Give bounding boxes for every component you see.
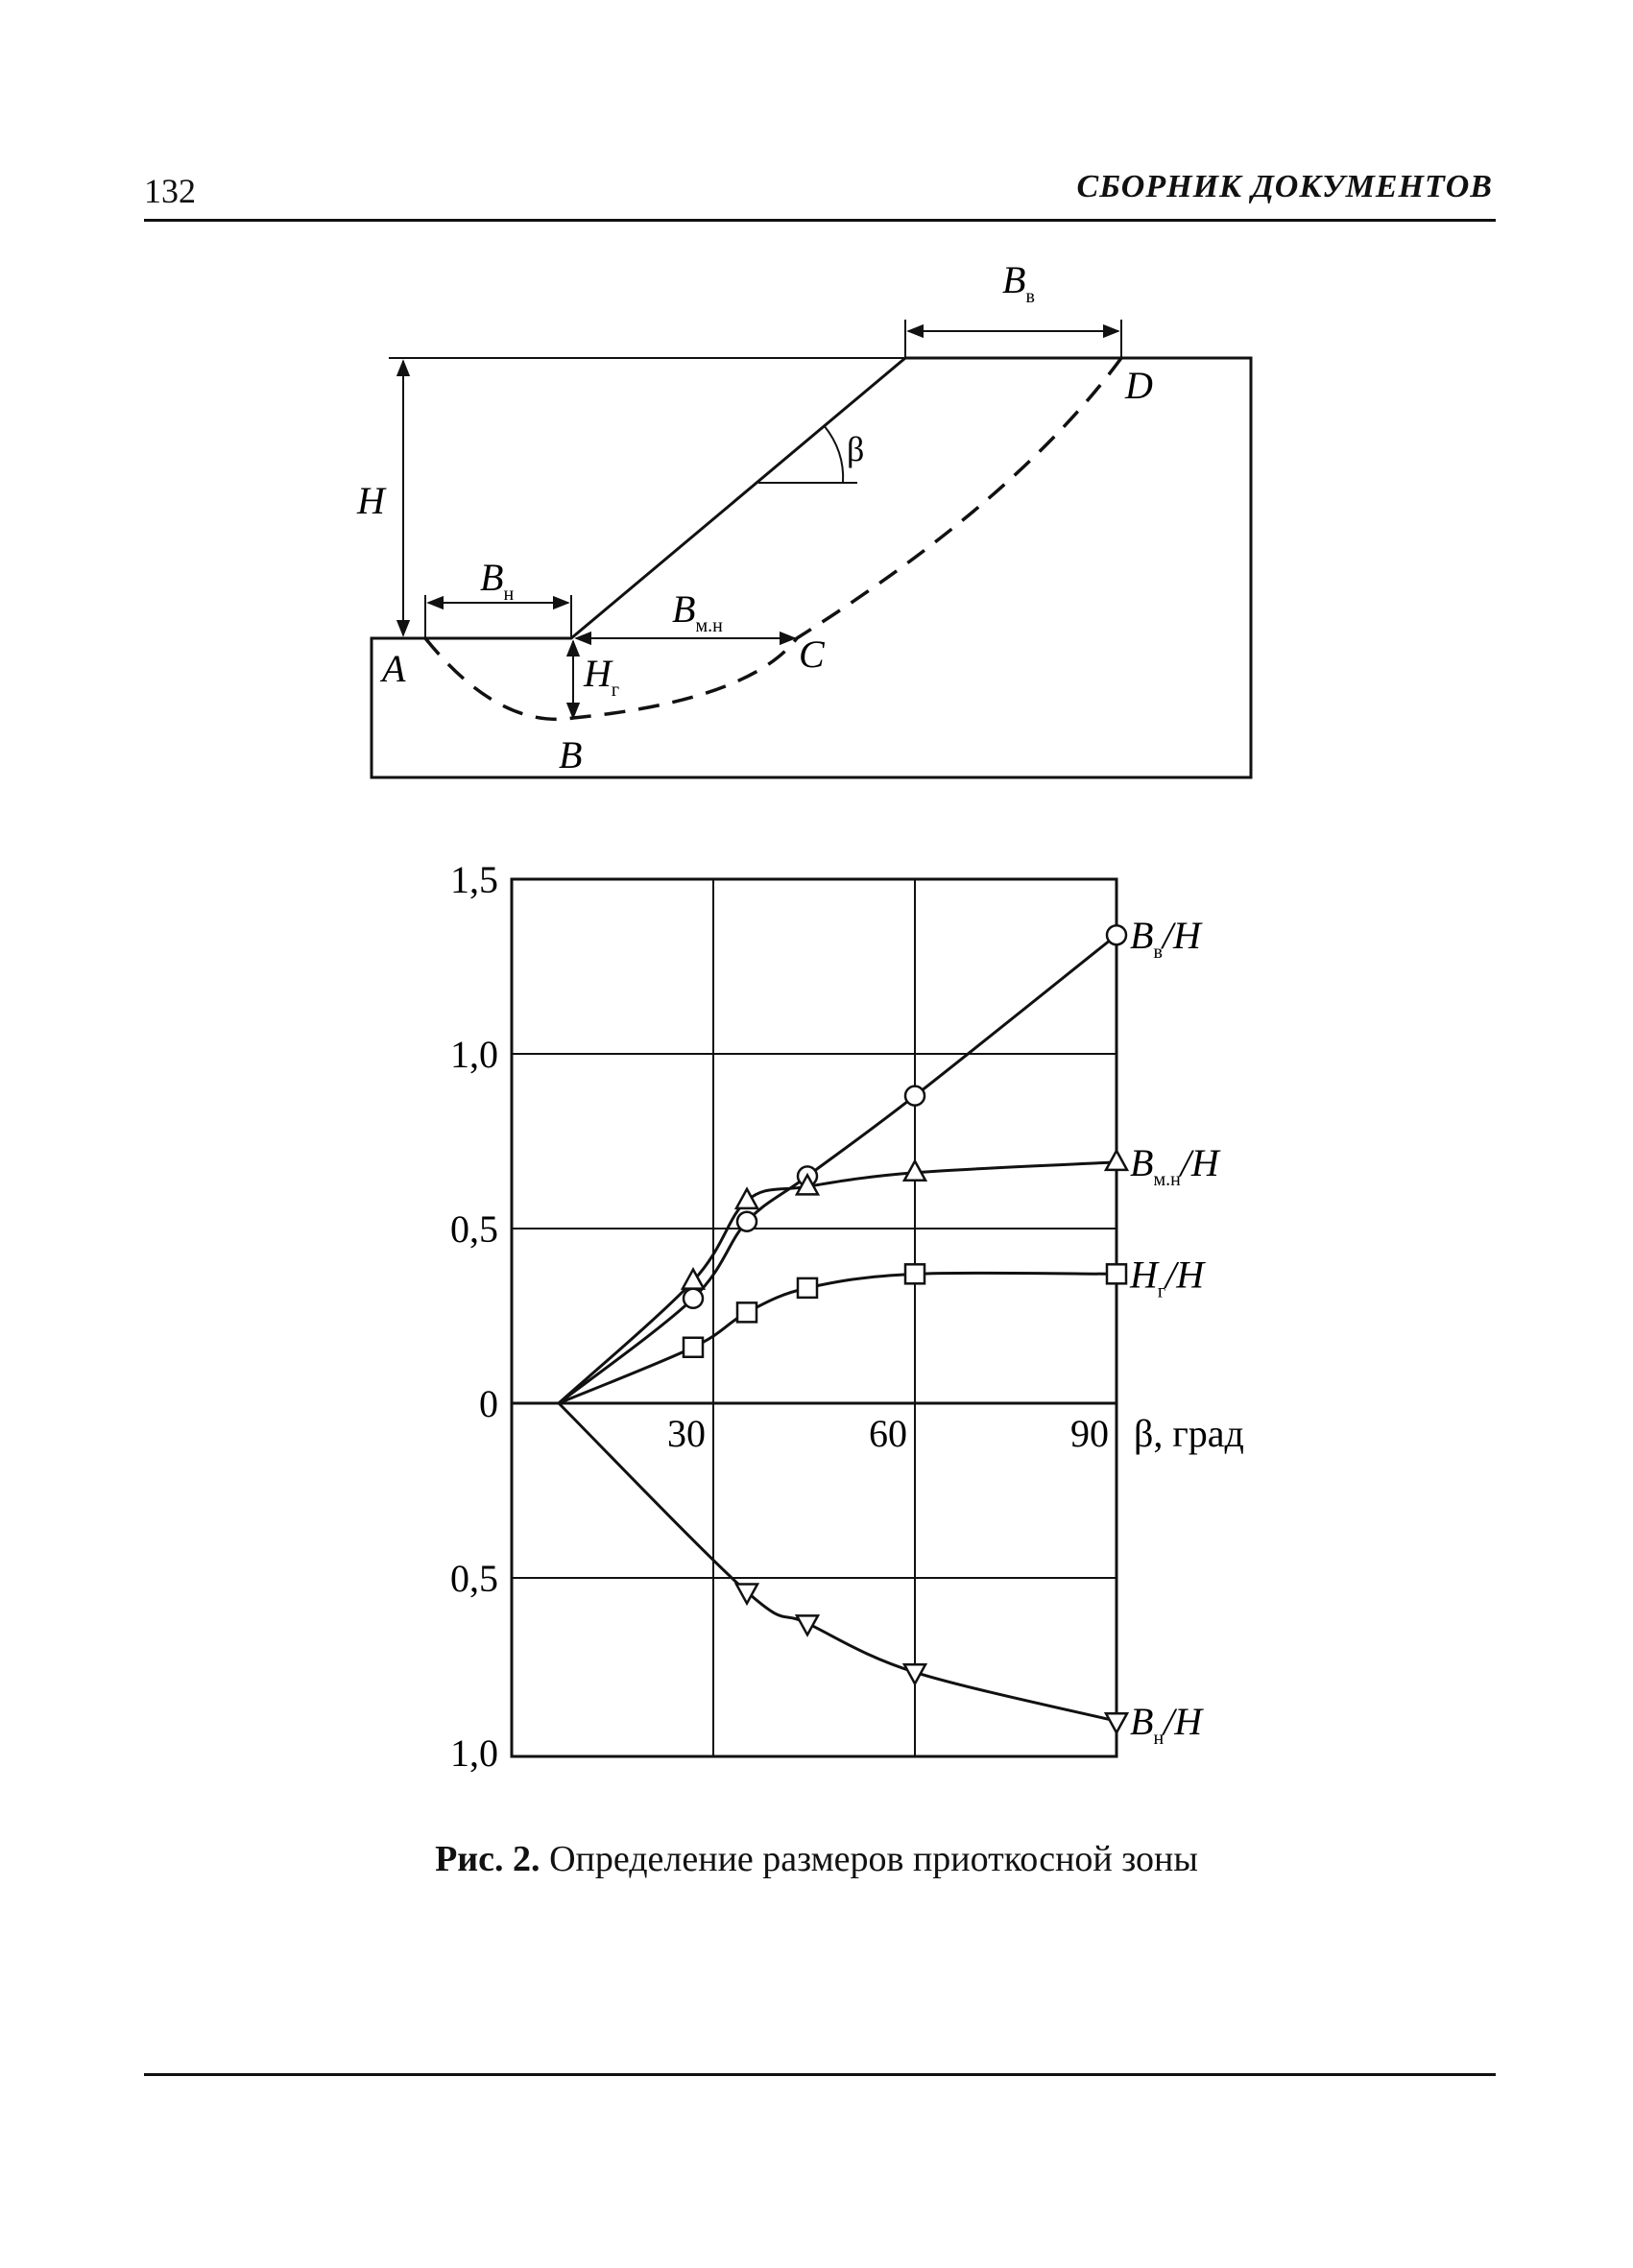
data-point — [736, 1189, 757, 1208]
data-point — [1106, 1713, 1127, 1732]
series-label: $B_в/H$ — [1130, 914, 1201, 964]
caption-label: Рис. 2. — [435, 1839, 540, 1879]
y-tick-label: 0,5 — [450, 1207, 498, 1251]
label-bmn: $B_{м.н}$ — [672, 587, 723, 636]
x-tick-label: 30 — [667, 1412, 706, 1455]
data-point — [684, 1289, 703, 1308]
data-point — [798, 1278, 817, 1298]
data-point — [1106, 1151, 1127, 1170]
data-point — [905, 1264, 925, 1283]
page-number: 132 — [144, 172, 196, 210]
series-label: $B_н/H$ — [1130, 1700, 1203, 1750]
data-point — [1107, 925, 1126, 944]
data-point — [737, 1302, 756, 1322]
data-point — [737, 1212, 756, 1231]
data-point — [736, 1585, 757, 1604]
x-tick-label: 60 — [869, 1412, 907, 1455]
label-bv: $B_в$ — [1002, 258, 1035, 307]
y-tick-label: 0,5 — [450, 1557, 498, 1600]
running-title: СБОРНИК ДОКУМЕНТОВ — [1076, 169, 1493, 204]
data-point — [684, 1338, 703, 1357]
x-tick-label: 90 — [1070, 1412, 1109, 1455]
caption-text: Определение размеров приоткосной зоны — [549, 1839, 1198, 1879]
label-a: A — [382, 647, 406, 690]
series-label: $H_г/H$ — [1130, 1253, 1205, 1302]
label-hg: $H_г$ — [584, 652, 620, 701]
label-beta: β — [847, 430, 865, 468]
label-c: C — [799, 633, 825, 676]
series-line — [559, 1403, 1117, 1721]
data-point — [1107, 1264, 1126, 1283]
series-label: $B_{м.н}/H$ — [1130, 1140, 1219, 1190]
y-tick-label: 1,0 — [450, 1731, 498, 1775]
label-d: D — [1125, 364, 1153, 407]
series-line — [559, 1273, 1117, 1403]
label-bn: $B_н$ — [480, 556, 515, 605]
label-b: B — [559, 733, 583, 776]
x-axis-label: β, град — [1134, 1412, 1244, 1455]
y-tick-label: 1,0 — [450, 1033, 498, 1076]
figure-caption — [0, 1838, 1633, 1880]
data-point — [797, 1615, 818, 1635]
footer-rule — [144, 2073, 1496, 2076]
label-h: H — [357, 479, 385, 522]
series-line — [559, 935, 1117, 1403]
y-tick-label: 1,5 — [450, 858, 498, 901]
y-tick-label: 0 — [479, 1382, 498, 1425]
data-point — [905, 1086, 925, 1106]
